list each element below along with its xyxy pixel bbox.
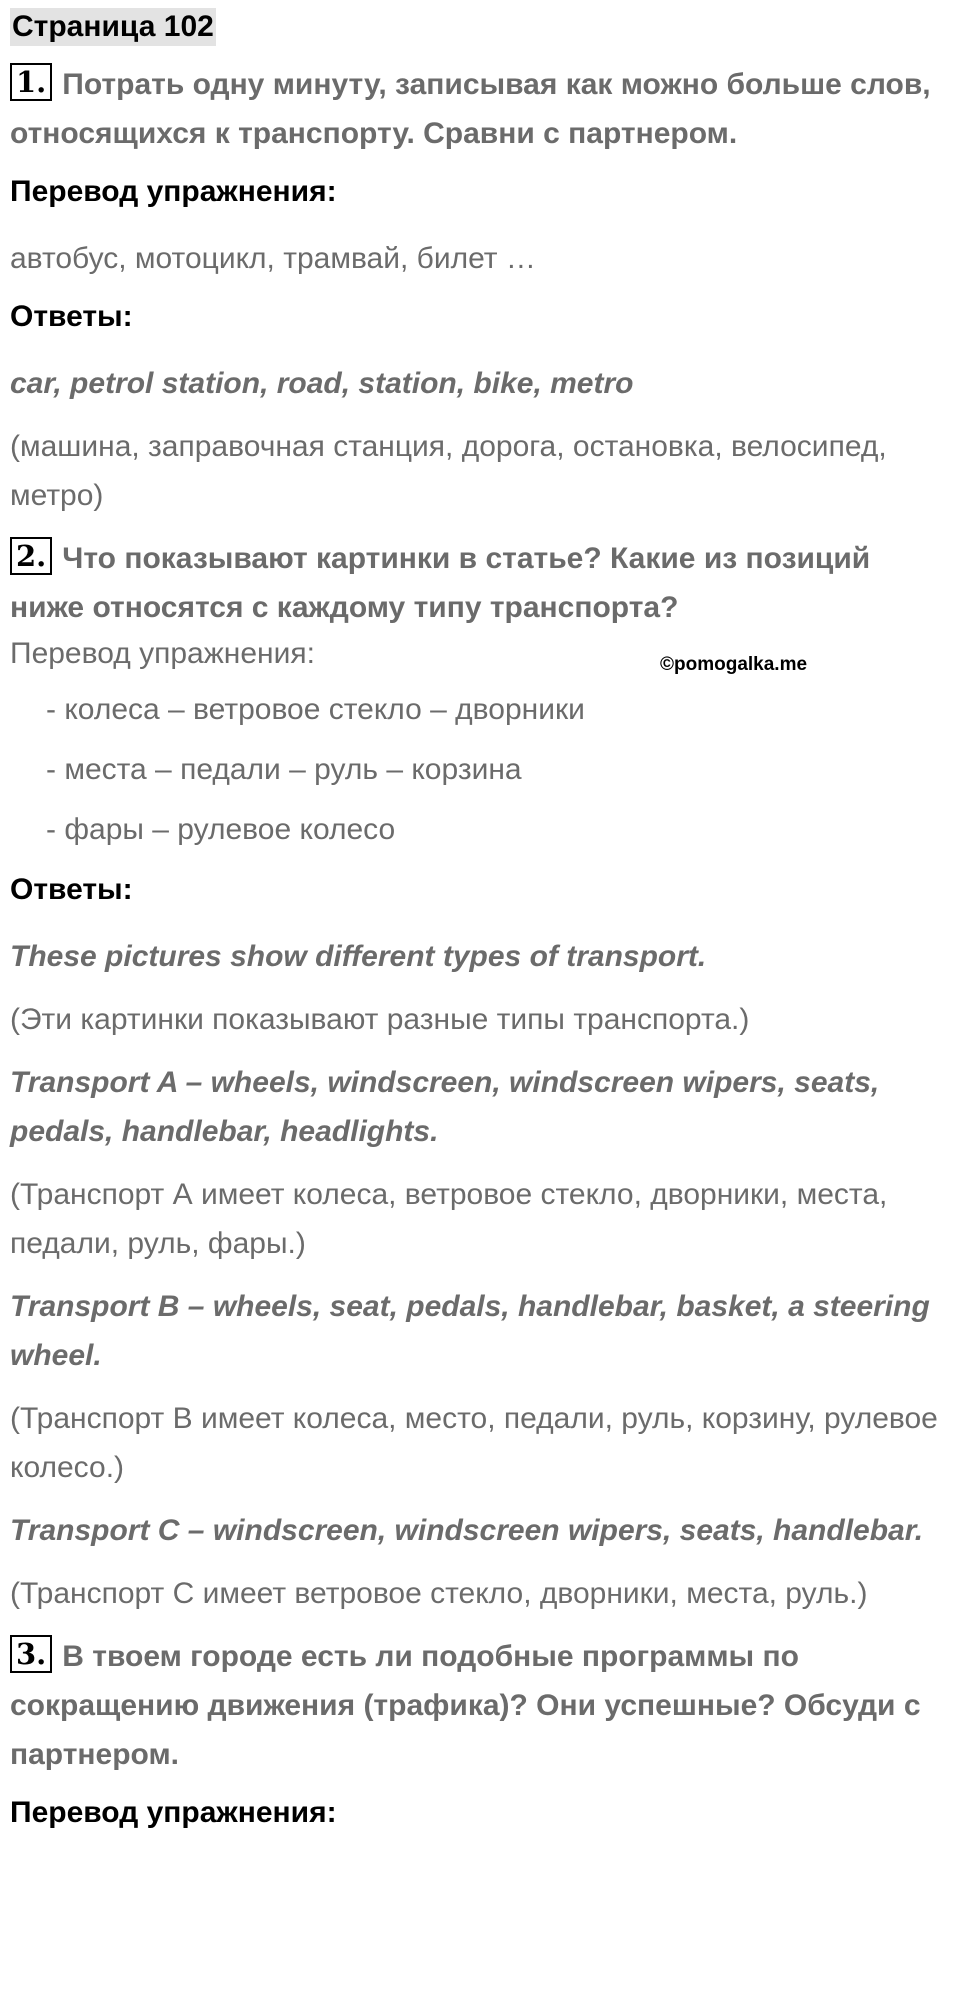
task-2-translation-item: - фары – рулевое колесо (46, 813, 396, 846)
page-title: Страница 102 (10, 8, 216, 46)
task-2-answer-ru: (Эти картинки показывают разные типы транспорта.) (10, 1003, 750, 1036)
task-2-answer-en: Transport B – wheels, seat, pedals, handlebar, basket, a steering wheel. (10, 1290, 930, 1372)
task-1-text: Потрать одну минуту, записывая как можно больше слов, относящихся к транспорту. Сравни с партнером. (10, 68, 931, 150)
task-1-translation-text: автобус, мотоцикл, трамвай, билет … (10, 242, 536, 275)
task-3-text: В твоем городе есть ли подобные программы по сокращению движения (трафика)? Они успешные? Обсуди с партнером. (10, 1640, 921, 1771)
task-1-number: 1. (10, 63, 52, 101)
task-3-number: 3. (10, 1635, 52, 1673)
task-2-answer-ru: (Транспорт С имеет ветровое стекло, дворники, места, руль.) (10, 1577, 868, 1610)
task-2-text: Что показывают картинки в статье? Какие из позиций ниже относятся с каждому типу транспорта? (10, 542, 871, 624)
task-2-translation-item: - места – педали – руль – корзина (46, 753, 522, 786)
task-2-answer-en: These pictures show different types of transport. (10, 940, 707, 973)
task-1-prompt (10, 60, 950, 158)
task-2-answer-en: Transport A – wheels, windscreen, windscreen wipers, seats, pedals, handlebar, headlights. (10, 1066, 880, 1148)
task-2-translation-item: - колеса – ветровое стекло – дворники (46, 693, 585, 726)
task-1-translation-heading: Перевод упражнения: (10, 175, 337, 208)
task-3-translation-heading: Перевод упражнения: (10, 1796, 337, 1829)
watermark: ©pomogalka.me (660, 654, 808, 675)
task-2-answer-ru: (Транспорт В имеет колеса, место, педали, руль, корзину, рулевое колесо.) (10, 1402, 938, 1484)
task-2-answers-heading: Ответы: (10, 873, 133, 906)
task-1-answers-heading: Ответы: (10, 300, 133, 333)
task-2-translation-heading: Перевод упражнения: (10, 637, 315, 670)
task-2-prompt (10, 534, 950, 632)
task-2-answer-ru: (Транспорт А имеет колеса, ветровое стекло, дворники, места, педали, руль, фары.) (10, 1178, 888, 1260)
task-2-answer-en: Transport C – windscreen, windscreen wipers, seats, handlebar. (10, 1514, 924, 1547)
task-1-answer-translation: (машина, заправочная станция, дорога, остановка, велосипед, метро) (10, 430, 887, 512)
task-2-number: 2. (10, 537, 52, 575)
task-3-prompt (10, 1632, 950, 1779)
task-1-answer: car, petrol station, road, station, bike, metro (10, 367, 634, 400)
